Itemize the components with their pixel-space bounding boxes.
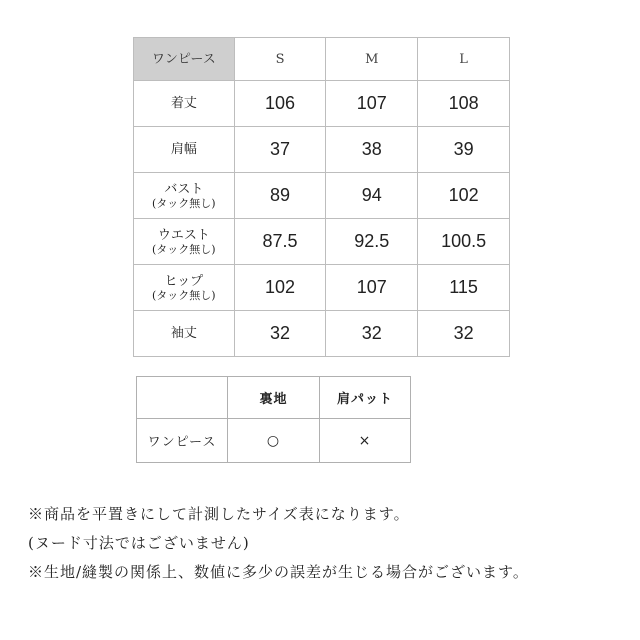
size-table <box>133 37 510 357</box>
shoulder-pad-no-mark: × <box>320 419 411 463</box>
table-cell: 108 <box>418 81 510 127</box>
row-label: ウエスト <box>157 227 210 243</box>
row-label: バスト <box>164 181 204 197</box>
lining-header: 裏地 <box>228 377 320 419</box>
feature-table <box>136 376 411 463</box>
table-row <box>134 81 510 127</box>
table-cell: 107 <box>326 81 418 127</box>
table-cell: 32 <box>234 311 326 357</box>
table-cell: 100.5 <box>418 219 510 265</box>
row-label: 肩幅 <box>170 142 197 157</box>
row-label-hip <box>134 265 235 311</box>
product-name-cell: ワンピース <box>134 38 235 81</box>
row-sublabel: (タック無し) <box>152 196 216 210</box>
table-cell: 87.5 <box>234 219 326 265</box>
table-cell: 106 <box>234 81 326 127</box>
table-cell: 107 <box>326 265 418 311</box>
row-label-length <box>134 81 235 127</box>
table-cell: 94 <box>326 173 418 219</box>
table-cell: 92.5 <box>326 219 418 265</box>
row-label: ヒップ <box>164 273 204 289</box>
table-row <box>134 127 510 173</box>
note-line: (ヌード寸法ではございません) <box>28 534 250 552</box>
table-cell: 102 <box>234 265 326 311</box>
table-cell: 38 <box>326 127 418 173</box>
table-cell: 32 <box>326 311 418 357</box>
lining-yes-mark: ○ <box>228 419 320 463</box>
row-label: 袖丈 <box>170 326 197 341</box>
row-label: 着丈 <box>170 96 197 111</box>
row-label-sleeve <box>134 311 235 357</box>
table-cell: 37 <box>234 127 326 173</box>
size-header-row <box>134 38 510 81</box>
row-label-bust <box>134 173 235 219</box>
table-cell: 32 <box>418 311 510 357</box>
table-row <box>134 173 510 219</box>
note-line: ※生地/縫製の関係上、数値に多少の誤差が生じる場合がございます。 <box>28 563 529 581</box>
table-cell: 89 <box>234 173 326 219</box>
size-m-header: M <box>326 38 418 81</box>
feature-corner-cell <box>137 377 228 419</box>
feature-header-row <box>137 377 411 419</box>
table-row <box>134 219 510 265</box>
row-sublabel: (タック無し) <box>152 288 216 302</box>
row-sublabel: (タック無し) <box>152 242 216 256</box>
size-s-header: S <box>234 38 326 81</box>
row-label-shoulder <box>134 127 235 173</box>
table-row <box>137 419 411 463</box>
table-row <box>134 265 510 311</box>
notes <box>28 500 628 587</box>
table-cell: 115 <box>418 265 510 311</box>
note-line: ※商品を平置きにして計測したサイズ表になります。 <box>28 505 410 523</box>
table-cell: 39 <box>418 127 510 173</box>
feature-row-label: ワンピース <box>137 419 228 463</box>
row-label-waist <box>134 219 235 265</box>
table-cell: 102 <box>418 173 510 219</box>
table-row <box>134 311 510 357</box>
shoulder-pad-header: 肩パット <box>320 377 411 419</box>
size-l-header: L <box>418 38 510 81</box>
